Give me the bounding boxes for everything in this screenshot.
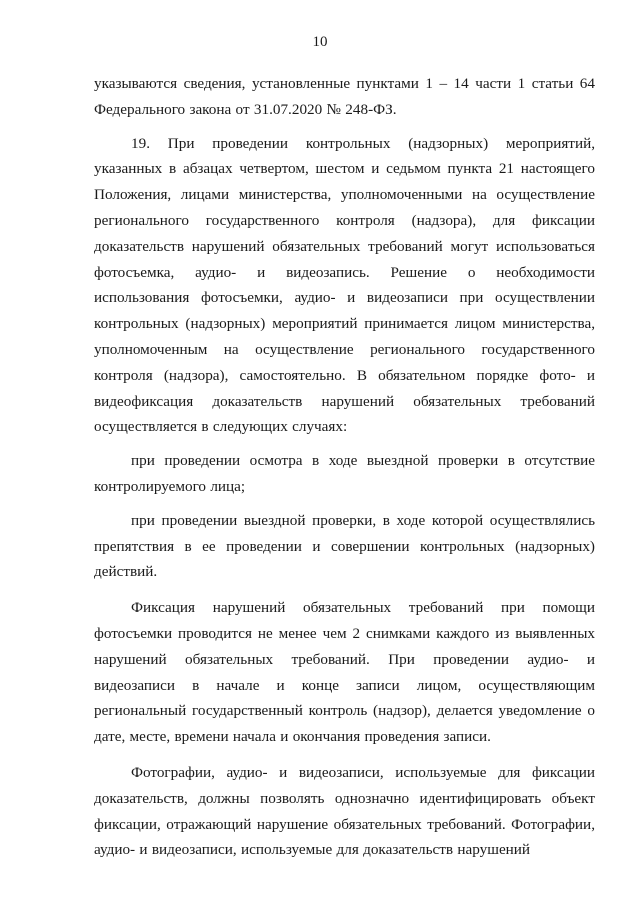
- paragraph-evidence-requirements: Фотографии, аудио- и видеозаписи, используемые для фиксации доказательств, должны позволять однозначно идентифицировать объект фиксации, отражающий нарушение обязательных требований. Фотографии, аудио- и видеозаписи, используемые для доказательств нарушений: [94, 763, 595, 859]
- paragraph-continuation: указываются сведения, установленные пунктами 1 – 14 части 1 статьи 64 Федерального закона от 31.07.2020 № 248-ФЗ.: [94, 75, 595, 118]
- paragraph-case-inspection: при проведении осмотра в ходе выездной проверки в отсутствие контролируемого лица;: [94, 452, 595, 495]
- page-number: 10: [312, 34, 328, 50]
- paragraph-item-19: 19. При проведении контрольных (надзорных) мероприятий, указанных в абзацах четвертом, шестом и седьмом пункта 21 настоящего Положения, лицами министерства, уполномоченными на осуществление регионального государственного контроля (надзора), для фиксации доказательств нарушений обязательных требований могут использоваться фотосъемка, аудио- и видеозапись. Решение о необходимости использования фотосъемки, аудио- и видеозаписи при осуществлении контрольных (надзорных) мероприятий принимается лицом министерства, уполномоченным на осуществление регионального государственного контроля (надзора), самостоятельно. В обязательном порядке фото- и видеофиксация доказательств нарушений обязательных требований осуществляется в следующих случаях:: [94, 134, 595, 436]
- document-body: [94, 71, 595, 865]
- paragraph-photo-fixation: Фиксация нарушений обязательных требований при помощи фотосъемки проводится не менее чем 2 снимками каждого из выявленных нарушений обязательных требований. При проведении аудио- и видеозаписи в начале и конце записи лицом, осуществляющим региональный государственный контроль (надзор), делается уведомление о дате, месте, времени начала и окончания проведения записи.: [94, 599, 595, 746]
- paragraph-case-field-check: при проведении выездной проверки, в ходе которой осуществлялись препятствия в ее проведении и совершении контрольных (надзорных) действий.: [94, 511, 595, 581]
